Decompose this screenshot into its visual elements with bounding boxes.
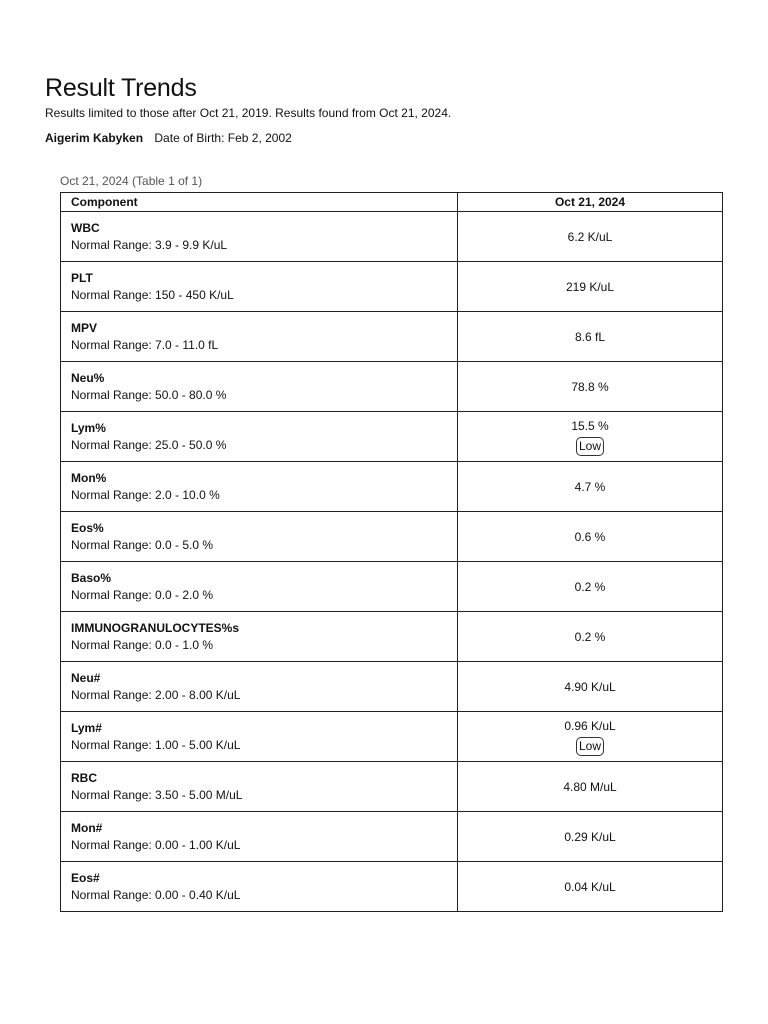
low-flag-badge: Low xyxy=(576,737,604,756)
normal-range: Normal Range: 25.0 - 50.0 % xyxy=(71,437,227,452)
result-value: 15.5 % xyxy=(571,418,609,433)
result-value: 6.2 K/uL xyxy=(567,229,613,244)
result-value: 0.2 % xyxy=(574,629,606,644)
result-value: 4.90 K/uL xyxy=(564,679,616,694)
result-value: 0.04 K/uL xyxy=(564,879,616,894)
table-row xyxy=(61,862,723,912)
normal-range: Normal Range: 0.0 - 5.0 % xyxy=(71,537,214,552)
result-value: 219 K/uL xyxy=(565,279,615,294)
normal-range: Normal Range: 2.0 - 10.0 % xyxy=(71,487,220,502)
table-caption: Oct 21, 2024 (Table 1 of 1) xyxy=(60,174,203,188)
table-row xyxy=(61,262,723,312)
value-cell xyxy=(458,412,723,462)
result-value: 0.96 K/uL xyxy=(564,718,616,733)
value-cell xyxy=(458,212,723,262)
patient-name: Aigerim Kabyken xyxy=(45,131,144,145)
table-row xyxy=(61,412,723,462)
normal-range: Normal Range: 0.0 - 2.0 % xyxy=(71,587,214,602)
column-header-date: Oct 21, 2024 xyxy=(458,193,723,212)
normal-range: Normal Range: 7.0 - 11.0 fL xyxy=(71,337,219,352)
value-cell xyxy=(458,262,723,312)
component-name: Baso% xyxy=(71,570,112,585)
table-header-row xyxy=(61,193,723,212)
component-cell xyxy=(61,512,458,562)
component-cell xyxy=(61,712,458,762)
normal-range: Normal Range: 1.00 - 5.00 K/uL xyxy=(71,737,241,752)
normal-range: Normal Range: 2.00 - 8.00 K/uL xyxy=(71,687,241,702)
table-row xyxy=(61,612,723,662)
value-cell xyxy=(458,662,723,712)
value-cell xyxy=(458,762,723,812)
page-title: Result Trends xyxy=(45,74,197,102)
table-row xyxy=(61,712,723,762)
result-value: 4.7 % xyxy=(574,479,606,494)
component-cell xyxy=(61,612,458,662)
result-value: 8.6 fL xyxy=(574,329,606,344)
component-cell xyxy=(61,762,458,812)
component-cell xyxy=(61,312,458,362)
component-cell xyxy=(61,362,458,412)
value-cell xyxy=(458,512,723,562)
component-cell xyxy=(61,862,458,912)
normal-range: Normal Range: 50.0 - 80.0 % xyxy=(71,387,227,402)
value-cell xyxy=(458,812,723,862)
component-cell xyxy=(61,662,458,712)
result-value: 0.29 K/uL xyxy=(564,829,616,844)
normal-range: Normal Range: 0.00 - 0.40 K/uL xyxy=(71,887,241,902)
table-row xyxy=(61,362,723,412)
component-cell xyxy=(61,262,458,312)
table-row xyxy=(61,312,723,362)
value-cell xyxy=(458,312,723,362)
component-name: PLT xyxy=(71,270,93,285)
value-cell xyxy=(458,562,723,612)
result-value: 0.6 % xyxy=(574,529,606,544)
result-value: 0.2 % xyxy=(574,579,606,594)
value-cell xyxy=(458,712,723,762)
results-subtitle: Results limited to those after Oct 21, 2019. Results found from Oct 21, 2024. xyxy=(45,106,452,120)
normal-range: Normal Range: 150 - 450 K/uL xyxy=(71,287,234,302)
normal-range: Normal Range: 3.9 - 9.9 K/uL xyxy=(71,237,228,252)
table-row xyxy=(61,462,723,512)
value-cell xyxy=(458,362,723,412)
value-cell xyxy=(458,862,723,912)
component-name: Eos# xyxy=(71,870,100,885)
component-cell xyxy=(61,562,458,612)
table-row xyxy=(61,212,723,262)
component-cell xyxy=(61,812,458,862)
value-cell xyxy=(458,612,723,662)
normal-range: Normal Range: 3.50 - 5.00 M/uL xyxy=(71,787,243,802)
results-body xyxy=(61,212,723,912)
result-value: 4.80 M/uL xyxy=(563,779,617,794)
component-name: Eos% xyxy=(71,520,104,535)
date-of-birth: Date of Birth: Feb 2, 2002 xyxy=(154,131,292,145)
table-row xyxy=(61,762,723,812)
component-name: MPV xyxy=(71,320,98,335)
table-row xyxy=(61,562,723,612)
low-flag-badge: Low xyxy=(576,437,604,456)
table-row xyxy=(61,662,723,712)
table-row xyxy=(61,512,723,562)
patient-info xyxy=(45,131,292,145)
component-cell xyxy=(61,212,458,262)
component-cell xyxy=(61,462,458,512)
component-name: Mon% xyxy=(71,470,107,485)
component-name: RBC xyxy=(71,770,97,785)
component-name: Neu# xyxy=(71,670,101,685)
component-name: Lym% xyxy=(71,420,106,435)
result-value: 78.8 % xyxy=(571,379,609,394)
component-name: WBC xyxy=(71,220,100,235)
component-name: IMMUNOGRANULOCYTES%s xyxy=(71,620,240,635)
column-header-component: Component xyxy=(61,193,458,212)
value-cell xyxy=(458,462,723,512)
normal-range: Normal Range: 0.0 - 1.0 % xyxy=(71,637,214,652)
component-cell xyxy=(61,412,458,462)
table-row xyxy=(61,812,723,862)
component-name: Mon# xyxy=(71,820,103,835)
results-table xyxy=(60,192,723,912)
component-name: Neu% xyxy=(71,370,105,385)
normal-range: Normal Range: 0.00 - 1.00 K/uL xyxy=(71,837,241,852)
component-name: Lym# xyxy=(71,720,102,735)
